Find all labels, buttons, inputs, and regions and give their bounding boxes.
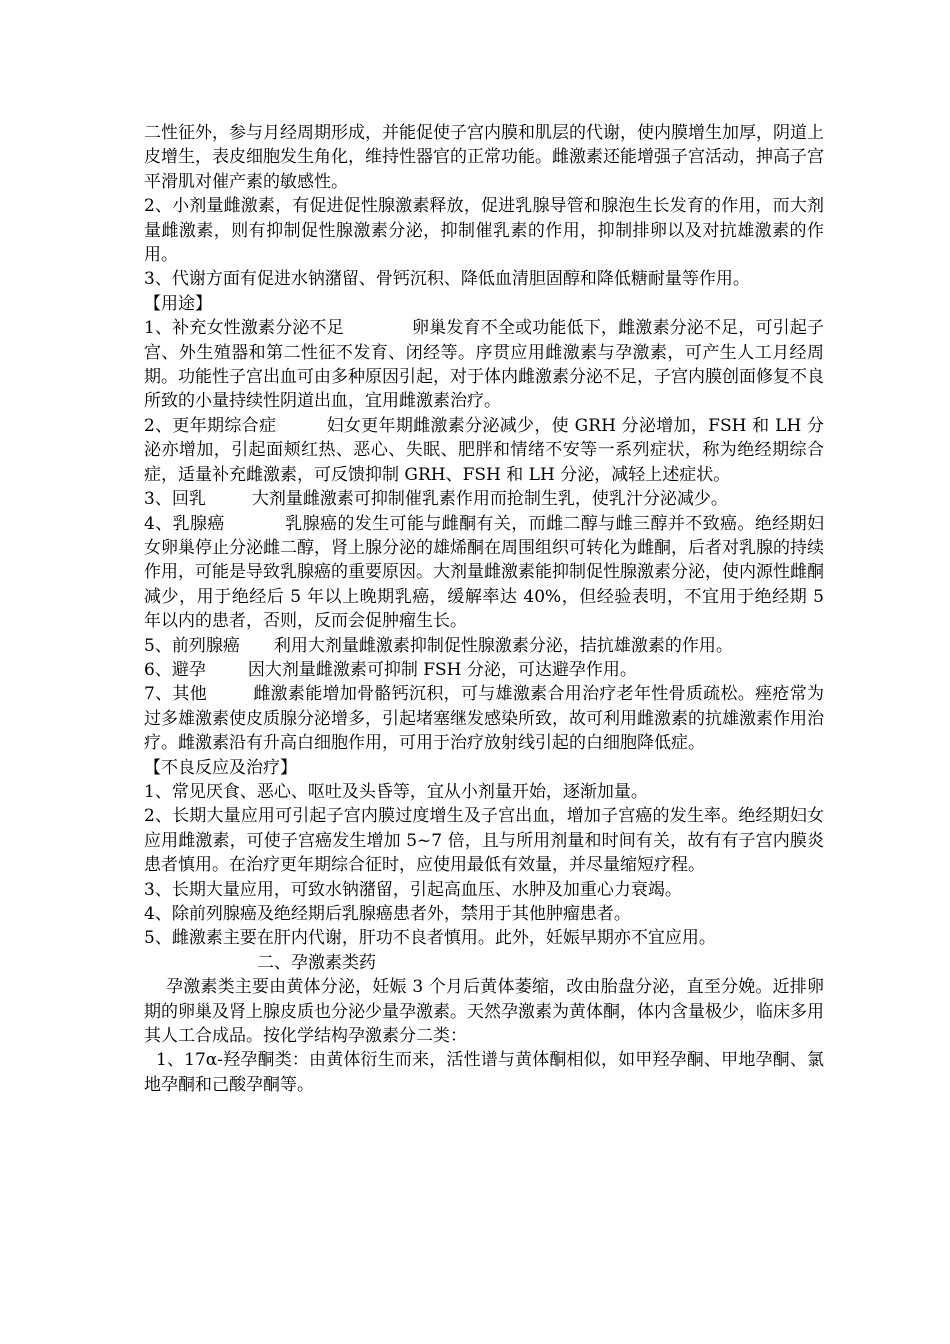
use-item-head: 6、避孕 — [144, 659, 206, 680]
use-item-7 — [144, 682, 824, 755]
paragraph-effect-3: 3、代谢方面有促进水钠潴留、骨钙沉积、降低血清胆固醇和降低糖耐量等作用。 — [144, 269, 750, 290]
use-item-head: 7、其他 — [144, 684, 208, 705]
adverse-item-3: 3、长期大量应用，可致水钠潴留，引起高血压、水肿及加重心力衰竭。 — [144, 879, 682, 900]
section-item-1: 1、17α-羟孕酮类：由黄体衍生而来，活性谱与黄体酮相似，如甲羟孕酮、甲地孕酮、氯地孕酮和己酸孕酮等。 — [144, 1050, 824, 1095]
use-item-head: 4、乳腺癌 — [144, 513, 225, 534]
use-item-body: 卵巢发育不全或功能低下，雌激素分泌不足，可引起子宫、外生殖器和第二性征不发育、闭经等。序贯应用雌激素与孕激素，可产生人工月经周期。功能性子宫出血可由多种原因引起，对于体内雌激素分泌不足，子宫内膜创面修复不良所致的小量持续性阴道出血，宜用雌激素治疗。 — [144, 318, 824, 412]
adverse-item-1: 1、常见厌食、恶心、呕吐及头昏等，宜从小剂量开始，逐渐加量。 — [144, 781, 648, 802]
adverse-item-5: 5、雌激素主要在肝内代谢，肝功不良者慎用。此外，妊娠早期亦不宜应用。 — [144, 928, 716, 949]
use-item-1 — [144, 316, 824, 414]
section-intro: 孕激素类主要由黄体分泌，妊娠 3 个月后黄体萎缩，改由胎盘分泌，直至分娩。近排卵期的卵巢及肾上腺皮质也分泌少量孕激素。天然孕激素为黄体酮，体内含量极少，临床多用其人工合成品。按化学结构孕激素分二类： — [144, 977, 824, 1047]
use-item-3 — [144, 487, 824, 511]
paragraph-effect-2: 2、小剂量雌激素，有促进促性腺激素释放，促进乳腺导管和腺泡生长发育的作用，而大剂量雌激素，则有抑制促性腺激素分泌，抑制催乳素的作用，抑制排卵以及对抗雄激素的作用。 — [144, 196, 824, 266]
use-item-6 — [144, 658, 824, 682]
use-item-head: 3、回乳 — [144, 489, 206, 510]
use-item-head: 2、更年期综合症 — [144, 415, 277, 436]
heading-uses: 【用途】 — [144, 293, 212, 314]
use-item-body: 因大剂量雌激素可抑制 FSH 分泌，可达避孕作用。 — [247, 659, 637, 680]
use-item-4 — [144, 512, 824, 634]
use-item-head: 1、补充女性激素分泌不足 — [144, 318, 344, 339]
heading-adverse: 【不良反应及治疗】 — [144, 757, 297, 778]
adverse-item-2: 2、长期大量应用可引起子宫内膜过度增生及子宫出血，增加子宫癌的发生率。绝经期妇女应用雌激素，可使子宫癌发生增加 5~7 倍，且与所用剂量和时间有关，故有有子宫内膜炎患者慎用。在治疗更年期综合征时，应使用最低有效量，并尽量缩短疗程。 — [144, 806, 824, 876]
paragraph-intro: 二性征外，参与月经周期形成，并能促使子宫内膜和肌层的代谢，使内膜增生加厚，阴道上皮增生，表皮细胞发生角化，维持性器官的正常功能。雌激素还能增强子宫活动，抻高子宫平滑肌对催产素的敏感性。 — [144, 123, 824, 192]
document-page — [144, 121, 824, 1097]
use-item-body: 利用大剂量雌激素抑制促性腺激素分泌，拮抗雄激素的作用。 — [273, 635, 733, 656]
use-item-5 — [144, 634, 824, 658]
use-item-body: 大剂量雌激素可抑制催乳素作用而抢制生乳，使乳汁分泌减少。 — [251, 489, 728, 510]
use-item-body: 妇女更年期雌激素分泌减少，使 GRH 分泌增加，FSH 和 LH 分泌亦增加，引起面颊红热、恶心、失眠、肥胖和情绪不安等一系列症状，称为绝经期综合症，适量补充雌激素，可反馈抑制 GRH、FSH 和 LH 分泌，减轻上述症状。 — [144, 415, 824, 485]
use-item-head: 5、前列腺癌 — [144, 635, 240, 656]
adverse-item-4: 4、除前列腺癌及绝经期后乳腺癌患者外，禁用于其他肿瘤患者。 — [144, 904, 631, 924]
use-item-body: 雌激素能增加骨骼钙沉积，可与雄激素合用治疗老年性骨质疏松。痤疮常为过多雄激素使皮质腺分泌增多，引起堵塞继发感染所致，故可利用雌激素的抗雄激素作用治疗。雌激素沿有升高白细胞作用，可用于治疗放射线引起的白细胞降低症。 — [144, 684, 824, 754]
use-item-body: 乳腺癌的发生可能与雌酮有关，而雌二醇与雌三醇并不致癌。绝经期妇女卵巢停止分泌雌二醇，肾上腺分泌的雄烯酮在周围组织可转化为雌酮，后者对乳腺的持续作用，可能是导致乳腺癌的重要原因。大剂量雌激素能抑制促性腺激素分泌，使内源性雌酮减少，用于绝经后 5 年以上晚期乳癌，缓解率达 40%，但经验表明，不宜用于绝经期 5 年以内的患者，否则，反而会促肿瘤生长。 — [144, 513, 824, 632]
section-heading: 二、孕激素类药 — [257, 952, 376, 973]
use-item-2 — [144, 414, 824, 487]
